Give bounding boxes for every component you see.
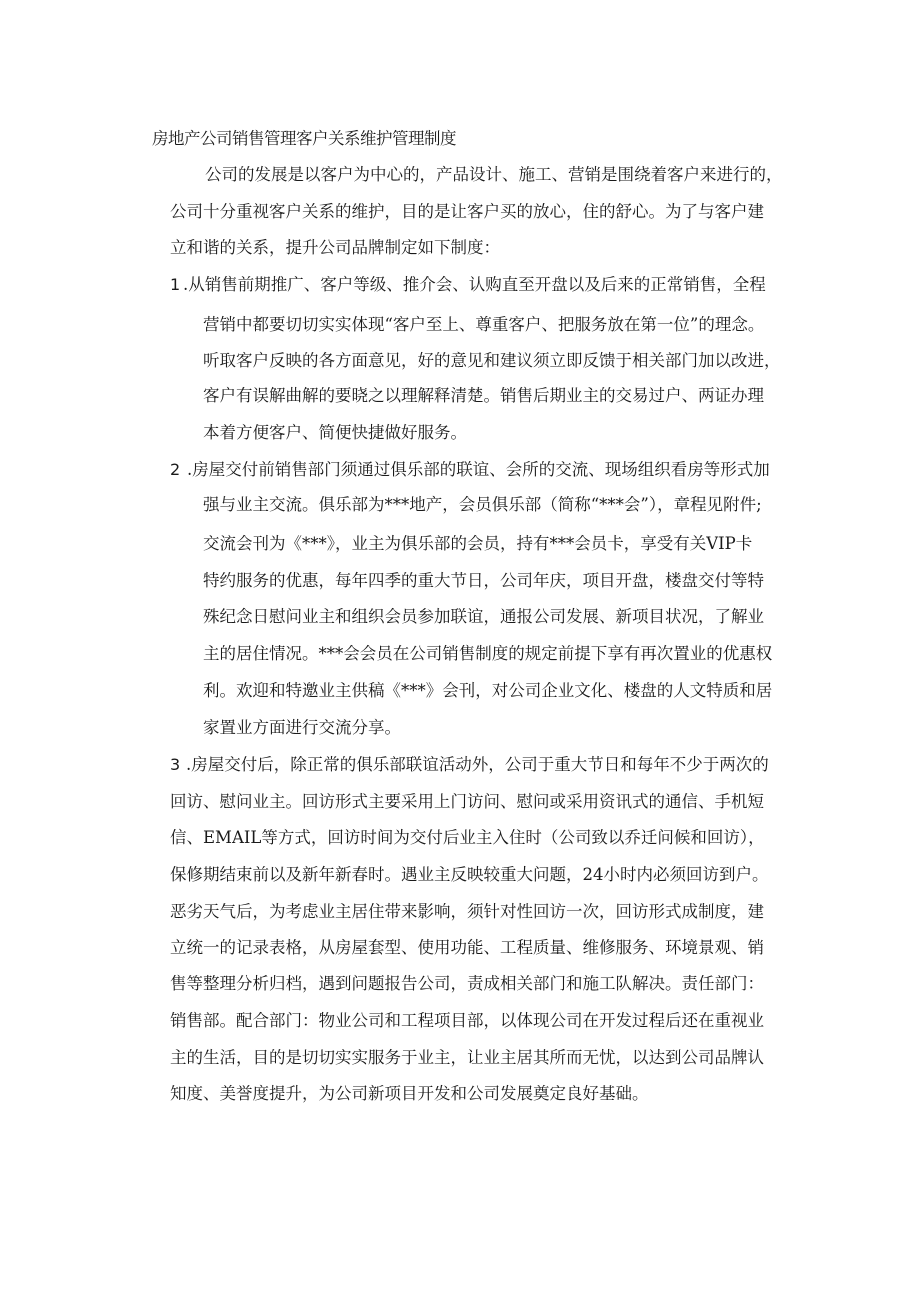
item-3-line-9: 主的生活，目的是切切实实服务于业主，让业主居其所而无忧，以达到公司品牌认	[170, 1048, 764, 1067]
item-2-line-5: 殊纪念日慰问业主和组织会员参加联谊，通报公司发展、新项目状况，了解业	[203, 607, 764, 626]
item-1-line-1: .从销售前期推广、客户等级、推介会、认购直至开盘以及后来的正常销售，全程	[183, 275, 766, 294]
item-2-line-1: .房屋交付前销售部门须通过俱乐部的联谊、会所的交流、现场组织看房等形式加	[187, 460, 770, 479]
item-2-line-7: 利。欢迎和特邀业主供稿《***》会刊，对公司企业文化、楼盘的人文特质和居	[203, 681, 773, 700]
item-3-line-1: .房屋交付后，除正常的俱乐部联谊活动外，公司于重大节日和每年不少于两次的	[186, 755, 769, 774]
intro-line-3: 立和谐的关系，提升公司品牌制定如下制度：	[170, 238, 500, 257]
item-2-line-6: 主的居住情况。***会会员在公司销售制度的规定前提下享有再次置业的优惠权	[203, 644, 773, 663]
item-2-line-8: 家置业方面进行交流分享。	[203, 718, 401, 737]
item-3-line-10: 知度、美誉度提升，为公司新项目开发和公司发展奠定良好基础。	[170, 1084, 649, 1103]
item-2-line-3: 交流会刊为《***》，业主为俱乐部的会员，持有***会员卡，享受有关VIP卡	[203, 534, 753, 553]
item-2-line-4: 特约服务的优惠，每年四季的重大节日，公司年庆，项目开盘，楼盘交付等特	[203, 571, 764, 590]
item-3-line-8: 销售部。配合部门：物业公司和工程项目部，以体现公司在开发过程后还在重视业	[170, 1011, 764, 1030]
item-3-line-2: 回访、慰问业主。回访形式主要采用上门访问、慰问或采用资讯式的通信、手机短	[170, 792, 764, 811]
item-3-number: 3	[170, 755, 181, 774]
item-1-line-4: 客户有误解曲解的要晓之以理解释清楚。销售后期业主的交易过户、两证办理	[203, 386, 764, 405]
item-2-number: 2	[170, 460, 181, 479]
item-3-line-6: 立统一的记录表格，从房屋套型、使用功能、工程质量、维修服务、环境景观、销	[170, 938, 764, 957]
item-2-line-2: 强与业主交流。俱乐部为***地产，会员俱乐部（简称“***会”），章程见附件;	[203, 495, 762, 514]
item-1-line-2: 营销中都要切切实实体现“客户至上、尊重客户、把服务放在第一位”的理念。	[203, 315, 765, 334]
item-3-line-5: 恶劣天气后，为考虑业主居住带来影响，须针对性回访一次，回访形式成制度，建	[170, 902, 764, 921]
item-1-line-3: 听取客户反映的各方面意见，好的意见和建议须立即反馈于相关部门加以改进，	[203, 351, 781, 370]
item-1-line-5: 本着方便客户、简便快捷做好服务。	[203, 423, 467, 442]
item-3-line-4: 保修期结束前以及新年新春时。遇业主反映较重大问题，24小时内必须回访到户。	[170, 865, 769, 884]
item-3-line-7: 售等整理分析归档，遇到问题报告公司，责成相关部门和施工队解决。责任部门：	[170, 974, 764, 993]
item-3-line-3: 信、EMAIL等方式，回访时间为交付后业主入住时（公司致以乔迁问候和回访），	[170, 828, 765, 847]
intro-line-1: 公司的发展是以客户为中心的，产品设计、施工、营销是围绕着客户来进行的，	[205, 165, 783, 184]
document-title: 房地产公司销售管理客户关系维护管理制度	[152, 129, 456, 148]
intro-line-2: 公司十分重视客户关系的维护，目的是让客户买的放心，住的舒心。为了与客户建	[170, 202, 764, 221]
item-1-number: 1	[170, 275, 181, 294]
